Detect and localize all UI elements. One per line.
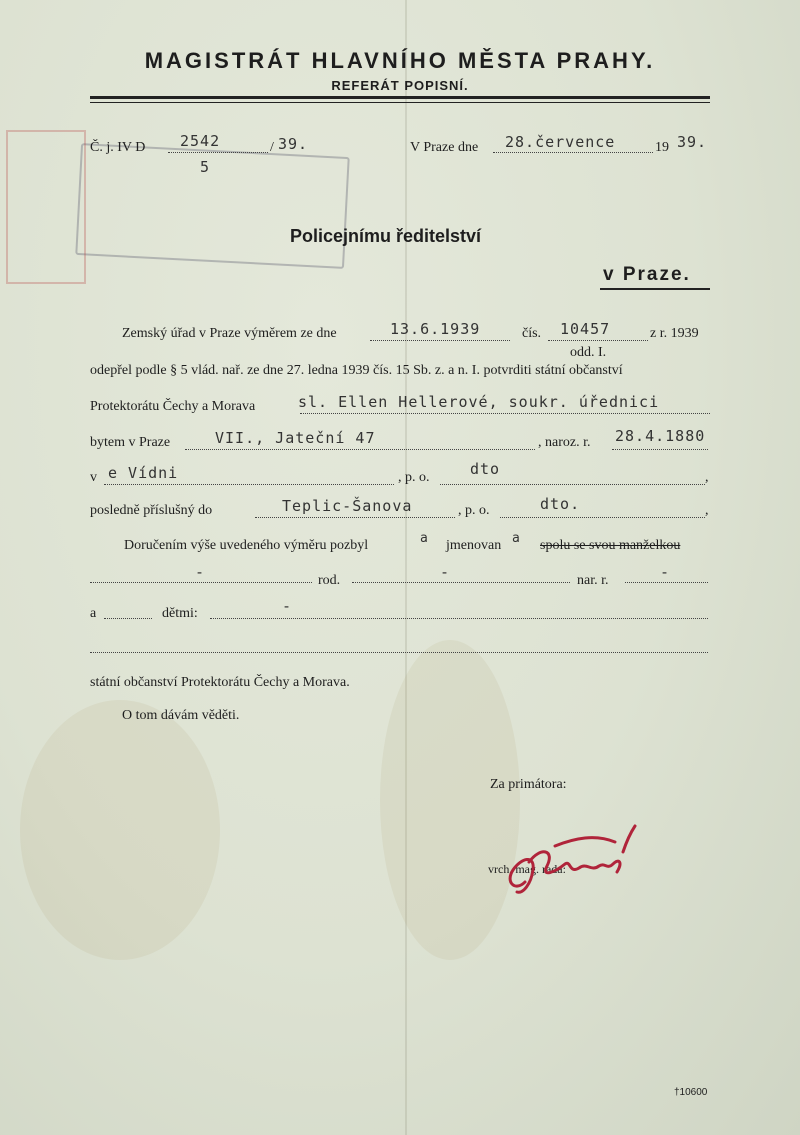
place-prefix: v [90,470,97,485]
dash-4: - [282,597,293,615]
delivery-suffix-2: a [512,531,521,546]
faded-stamp [75,143,349,269]
dash-2: - [440,563,451,581]
city-underline [600,288,710,290]
birth-date: 28.4.1880 [615,427,706,445]
birth-label: , naroz. r. [538,435,591,450]
po-value-2: dto. [540,495,581,513]
decision-number: 10457 [560,320,611,338]
header-rule-thin [90,102,710,103]
notice-text: O tom dávám věděti. [122,708,240,723]
page-fold [405,0,407,1135]
po-value-1: dto [470,460,501,478]
domicile-label: posledně příslušný do [90,503,213,518]
signature-image [495,822,645,902]
delivery-text: Doručením výše uvedeného výměru pozbyl [124,538,369,553]
birth-place: e Vídni [108,464,179,482]
delivery-suffix-1: a [420,531,429,546]
residence-label: bytem v Praze [90,435,171,450]
ref-sub-number: 5 [200,158,211,176]
signature-title: vrch. mag. rada: [488,862,566,876]
domicile-value: Teplic-Šanova [282,497,413,515]
office-subheader: REFERÁT POPISNÍ. [331,78,469,93]
for-primator: Za primátora: [490,777,567,792]
residence-value: VII., Jateční 47 [215,429,376,447]
line3-prefix: Protektorátu Čechy a Morava [90,399,256,414]
year-label: z r. 1939 [650,326,699,341]
comma-2: , [705,503,709,518]
cis-label: čís. [522,326,542,341]
form-number: †10600 [674,1087,708,1098]
ref-number: 2542 [180,132,221,150]
ref-label: Č. j. IV D [90,140,146,155]
rod-label: rod. [318,573,341,588]
header-rule [90,96,710,99]
date-year-prefix: 19 [655,140,669,155]
po-label-1: , p. o. [398,470,430,485]
faded-red-stamp [6,130,86,284]
struck-spouse: spolu se svou manželkou [540,538,681,553]
dash-1: - [195,563,206,581]
and-label: a [90,606,97,621]
date-label: V Praze dne [410,140,479,155]
addressee-city: v Praze. [603,264,691,285]
decision-date: 13.6.1939 [390,320,481,338]
dash-3: - [660,563,671,581]
comma-1: , [705,470,709,485]
children-label: dětmi: [162,606,198,621]
paper-stain [380,640,520,960]
office-header: MAGISTRÁT HLAVNÍHO MĚSTA PRAHY. [144,48,656,73]
ref-slash: / [270,140,274,155]
ref-year: 39. [278,135,309,153]
date-year: 39. [677,133,708,151]
citizenship-text: státní občanství Protektorátu Čechy a Morava. [90,675,350,690]
dept-label: odd. I. [570,345,607,360]
po-label-2: , p. o. [458,503,490,518]
line2-text: odepřel podle § 5 vlád. nař. ze dne 27. ledna 1939 čís. 15 Sb. z. a n. I. potvrditi státní občanství [90,363,623,378]
named-label: jmenovan [446,538,502,553]
nar-label: nar. r. [577,573,609,588]
addressee: Policejnímu ředitelství [290,226,482,246]
date-value: 28.července [505,133,616,151]
line1-text: Zemský úřad v Praze výměrem ze dne [122,326,337,341]
paper-stain-2 [20,700,220,960]
person-name: sl. Ellen Hellerové, soukr. úřednici [298,393,660,411]
